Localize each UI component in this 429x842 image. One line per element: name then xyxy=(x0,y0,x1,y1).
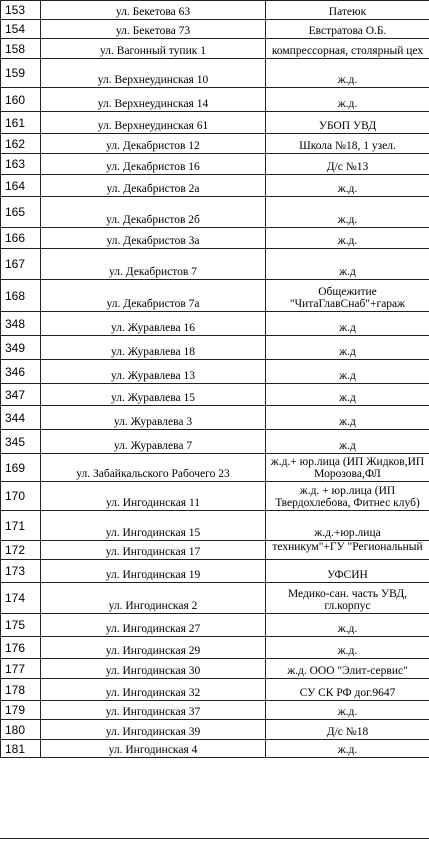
row-number-cell[interactable]: 175 xyxy=(1,614,41,637)
table-row[interactable] xyxy=(1,430,429,454)
address-table-body xyxy=(1,1,429,758)
row-number-cell[interactable]: 346 xyxy=(1,360,41,384)
row-number-cell[interactable]: 167 xyxy=(1,249,41,280)
address-cell[interactable]: ул. Вагонный тупик 1 xyxy=(41,39,266,59)
address-cell[interactable]: ул. Журавлева 3 xyxy=(41,406,266,430)
row-number-cell[interactable]: 170 xyxy=(1,482,41,511)
row-number-cell[interactable]: 347 xyxy=(1,384,41,406)
table-row[interactable] xyxy=(1,511,429,541)
row-number-cell[interactable]: 171 xyxy=(1,511,41,541)
address-cell[interactable]: ул. Журавлева 7 xyxy=(41,430,266,454)
note-cell[interactable]: Школа №18, 1 узел. xyxy=(266,134,429,154)
note-cell[interactable]: техникум"+ГУ "Региональный xyxy=(266,541,429,560)
table-row[interactable] xyxy=(1,228,429,249)
table-row[interactable] xyxy=(1,679,429,701)
row-number-cell[interactable]: 159 xyxy=(1,59,41,88)
address-cell[interactable]: ул. Верхнеудинская 14 xyxy=(41,88,266,112)
address-cell[interactable]: ул. Декабристов 12 xyxy=(41,134,266,154)
note-cell[interactable]: Д/с №18 xyxy=(266,720,429,740)
table-row[interactable] xyxy=(1,583,429,614)
address-cell[interactable]: ул. Ингодинская 4 xyxy=(41,740,266,758)
row-number-cell[interactable]: 172 xyxy=(1,541,41,560)
note-cell[interactable]: ж.д. ООО "Элит-сервис" xyxy=(266,659,429,679)
address-cell[interactable]: ул. Декабристов 16 xyxy=(41,154,266,175)
row-number-cell[interactable]: 174 xyxy=(1,583,41,614)
row-number-cell[interactable]: 154 xyxy=(1,20,41,39)
address-cell[interactable]: ул. Ингодинская 39 xyxy=(41,720,266,740)
note-cell[interactable]: ж.д xyxy=(266,312,429,336)
note-cell[interactable]: СУ СК РФ дог.9647 xyxy=(266,679,429,701)
table-row[interactable] xyxy=(1,454,429,482)
address-cell[interactable]: ул. Бекетова 73 xyxy=(41,20,266,39)
address-cell[interactable]: ул. Забайкальского Рабочего 23 xyxy=(41,454,266,482)
table-row[interactable] xyxy=(1,701,429,720)
address-cell[interactable]: ул. Ингодинская 19 xyxy=(41,560,266,583)
note-cell[interactable]: ж.д xyxy=(266,336,429,360)
table-row[interactable] xyxy=(1,88,429,112)
address-cell[interactable]: ул. Декабристов 2б xyxy=(41,197,266,228)
address-cell[interactable]: ул. Ингодинская 11 xyxy=(41,482,266,511)
table-row[interactable] xyxy=(1,1,429,20)
note-cell[interactable]: УФСИН xyxy=(266,560,429,583)
address-cell[interactable]: ул. Бекетова 63 xyxy=(41,1,266,20)
note-cell[interactable]: ж.д. xyxy=(266,197,429,228)
row-number-cell[interactable]: 168 xyxy=(1,280,41,312)
note-cell[interactable]: Евстратова О.Б. xyxy=(266,20,429,39)
table-row[interactable] xyxy=(1,360,429,384)
table-row[interactable] xyxy=(1,39,429,59)
row-number-cell[interactable]: 161 xyxy=(1,112,41,134)
table-row[interactable] xyxy=(1,249,429,280)
row-number-cell[interactable]: 345 xyxy=(1,430,41,454)
row-number-cell[interactable]: 177 xyxy=(1,659,41,679)
address-cell[interactable]: ул. Декабристов 2а xyxy=(41,175,266,197)
table-row[interactable] xyxy=(1,541,429,560)
note-cell[interactable]: ж.д. + юр.лица (ИП Твердохлебова, Фитнес клуб) xyxy=(266,482,429,511)
note-cell[interactable]: ж.д xyxy=(266,249,429,280)
note-cell[interactable]: Патеюк xyxy=(266,1,429,20)
address-cell[interactable]: ул. Ингодинская 30 xyxy=(41,659,266,679)
row-number-cell[interactable]: 160 xyxy=(1,88,41,112)
row-number-cell[interactable]: 173 xyxy=(1,560,41,583)
table-row[interactable] xyxy=(1,197,429,228)
row-number-cell[interactable]: 178 xyxy=(1,679,41,701)
address-cell[interactable]: ул. Журавлева 13 xyxy=(41,360,266,384)
table-row[interactable] xyxy=(1,280,429,312)
address-cell[interactable]: ул. Ингодинская 37 xyxy=(41,701,266,720)
note-cell[interactable]: ж.д xyxy=(266,406,429,430)
address-cell[interactable]: ул. Ингодинская 17 xyxy=(41,541,266,560)
address-cell[interactable]: ул. Декабристов 3а xyxy=(41,228,266,249)
note-cell[interactable]: УБОП УВД xyxy=(266,112,429,134)
table-row[interactable] xyxy=(1,154,429,175)
row-number-cell[interactable]: 166 xyxy=(1,228,41,249)
table-row[interactable] xyxy=(1,112,429,134)
row-number-cell[interactable]: 180 xyxy=(1,720,41,740)
note-cell[interactable]: компрессорная, столярный цех xyxy=(266,39,429,59)
row-number-cell[interactable]: 164 xyxy=(1,175,41,197)
note-cell[interactable]: ж.д. xyxy=(266,88,429,112)
next-row-edge xyxy=(0,838,429,842)
row-number-cell[interactable]: 165 xyxy=(1,197,41,228)
note-cell[interactable]: ж.д.+юр.лица xyxy=(266,511,429,541)
table-row[interactable] xyxy=(1,720,429,740)
note-cell[interactable]: ж.д. xyxy=(266,228,429,249)
table-row[interactable] xyxy=(1,336,429,360)
table-row[interactable] xyxy=(1,659,429,679)
address-cell[interactable]: ул. Ингодинская 27 xyxy=(41,614,266,637)
note-cell[interactable]: Общежитие "ЧитаГлавСнаб"+гараж xyxy=(266,280,429,312)
table-row[interactable] xyxy=(1,20,429,39)
table-row[interactable] xyxy=(1,740,429,758)
note-cell[interactable]: ж.д. xyxy=(266,701,429,720)
row-number-cell[interactable]: 349 xyxy=(1,336,41,360)
address-cell[interactable]: ул. Журавлева 15 xyxy=(41,384,266,406)
address-cell[interactable]: ул. Ингодинская 2 xyxy=(41,583,266,614)
note-cell[interactable]: ж.д.+ юр.лица (ИП Жидков,ИП Морозова,ФЛ xyxy=(266,454,429,482)
address-cell[interactable]: ул. Верхнеудинская 61 xyxy=(41,112,266,134)
note-cell[interactable]: ж.д xyxy=(266,430,429,454)
note-cell[interactable]: ж.д. xyxy=(266,59,429,88)
note-cell[interactable]: ж.д. xyxy=(266,637,429,659)
address-cell[interactable]: ул. Ингодинская 29 xyxy=(41,637,266,659)
table-row[interactable] xyxy=(1,560,429,583)
row-number-cell[interactable]: 348 xyxy=(1,312,41,336)
note-cell[interactable]: ж.д xyxy=(266,360,429,384)
table-row[interactable] xyxy=(1,482,429,511)
table-row[interactable] xyxy=(1,406,429,430)
table-row[interactable] xyxy=(1,312,429,336)
address-cell[interactable]: ул. Декабристов 7а xyxy=(41,280,266,312)
table-row[interactable] xyxy=(1,175,429,197)
note-cell[interactable]: ж.д. xyxy=(266,740,429,758)
address-cell[interactable]: ул. Журавлева 16 xyxy=(41,312,266,336)
row-number-cell[interactable]: 158 xyxy=(1,39,41,59)
note-cell[interactable]: ж.д. xyxy=(266,614,429,637)
row-number-cell[interactable]: 153 xyxy=(1,1,41,20)
address-cell[interactable]: ул. Верхнеудинская 10 xyxy=(41,59,266,88)
address-cell[interactable]: ул. Декабристов 7 xyxy=(41,249,266,280)
note-cell[interactable]: ж.д. xyxy=(266,175,429,197)
table-row[interactable] xyxy=(1,637,429,659)
table-row[interactable] xyxy=(1,134,429,154)
address-cell[interactable]: ул. Ингодинская 32 xyxy=(41,679,266,701)
row-number-cell[interactable]: 176 xyxy=(1,637,41,659)
address-cell[interactable]: ул. Журавлева 18 xyxy=(41,336,266,360)
table-row[interactable] xyxy=(1,59,429,88)
address-cell[interactable]: ул. Ингодинская 15 xyxy=(41,511,266,541)
table-row[interactable] xyxy=(1,384,429,406)
table-row[interactable] xyxy=(1,614,429,637)
row-number-cell[interactable]: 163 xyxy=(1,154,41,175)
row-number-cell[interactable]: 181 xyxy=(1,740,41,758)
row-number-cell[interactable]: 162 xyxy=(1,134,41,154)
row-number-cell[interactable]: 344 xyxy=(1,406,41,430)
note-cell[interactable]: Д/с №13 xyxy=(266,154,429,175)
note-cell[interactable]: Медико-сан. часть УВД, гл.корпус xyxy=(266,583,429,614)
note-cell[interactable]: ж.д xyxy=(266,384,429,406)
row-number-cell[interactable]: 169 xyxy=(1,454,41,482)
row-number-cell[interactable]: 179 xyxy=(1,701,41,720)
